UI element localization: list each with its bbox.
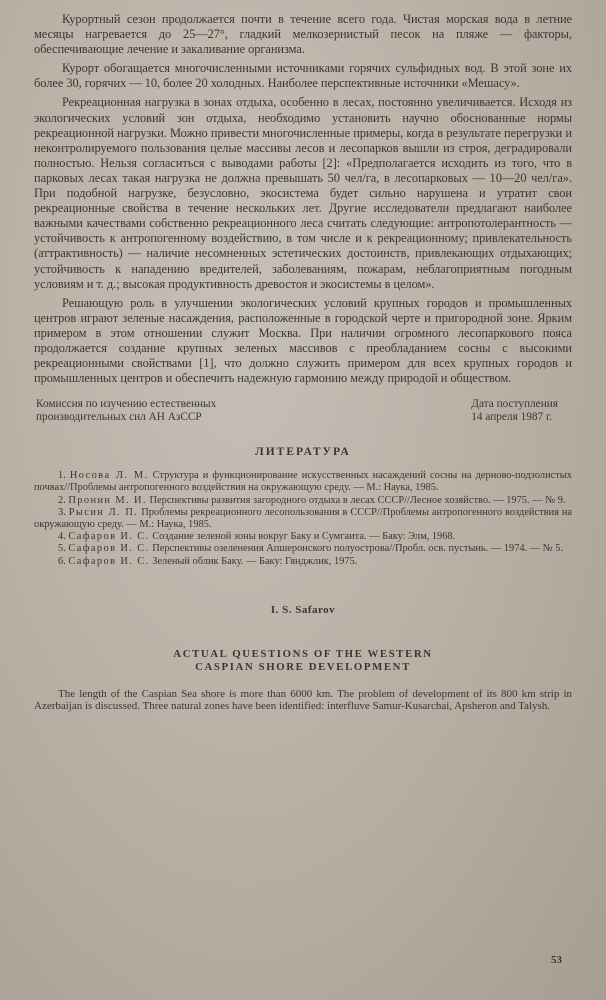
reference-text: Зеленый облик Баку. — Баку: Гянджлик, 1975.	[152, 555, 358, 567]
reference-item	[34, 556, 572, 568]
institution-line-2: производительных сил АН АзССР	[36, 411, 202, 424]
english-author: I. S. Safarov	[270, 603, 336, 616]
article-body	[34, 12, 572, 386]
reference-item	[34, 507, 572, 531]
article-signature	[34, 398, 572, 424]
page-number: 53	[551, 954, 562, 966]
reference-item	[34, 470, 572, 494]
english-abstract: The length of the Caspian Sea shore is more than 6000 km. The problem of development of its 800 km strip in Azerbaijan is discussed. Three natural zones have been identified: interfluve Samur-Kusarchai, Apsheron and Talysh.	[34, 687, 572, 713]
reference-text: Проблемы рекреационного лесопользования в СССР//Проблемы антропогенного воздействия на окружающую среду. — М.: Наука, 1985.	[34, 506, 572, 531]
reference-item	[34, 495, 572, 507]
paragraph-green-plantings: Решающую роль в улучшении экологических условий крупных городов и промышленных центров играют зеленые насаждения, расположенные в городской черте и пригородной зоне. Ярким примером в этом отношении служит Москва. При наличии огромного лесопаркового пояса продолжается создание крупных зеленых массивов с преобладанием сосны с высокими рекреационными свойствами [1], что должно служить примером для всех крупных городов и промышленных центров и обеспечить надежную гармонию между природой и обществом.	[34, 295, 572, 386]
paragraph-recreational-load: Рекреационная нагрузка в зонах отдыха, особенно в лесах, постоянно увеличивается. Исходя из экологических условий зон отдыха, необходимо установить научно обоснованные нормы рекреационной нагрузки. Можно привести многочисленные примеры, когда в результате перегрузки и неконтролируемого пользования целые массивы лесов и лесопарков вышли из строя, деградировали полностью. Нельзя согласиться с выводами работы [2]: «Предполагается исходить из того, что в парковых лесах такая нагрузка не должна превышать 50 чел/га, в лесопарковых — 10—20 чел/га». При подобной нагрузке, безусловно, экосистема будет сильно нарушена и утратит свои рекреационные свойства в течение нескольких лет. Другие исследователи предлагают наиболее важными качествами собственно рекреационного леса считать следующие: антропотолерантность — устойчивость к антропогенному воздействию, в том числе и к рекреационному; привлекательность (аттрактивность) — наличие несомненных эстетических достоинств, привлекающих отдыхающих; устойчивость к нападению вредителей, заболеваниям, пожарам, неблагоприятным погодным условиям и т. д.; высокая продуктивность древостоя и экосистемы в целом».	[34, 95, 572, 291]
reference-author: Пронин М. И.	[68, 494, 147, 506]
reference-author: Рысин Л. П.	[68, 506, 139, 518]
institution-line-1: Комиссия по изучению естественных	[36, 398, 217, 411]
reference-number: 4.	[58, 531, 66, 543]
received-label: Дата поступления	[471, 398, 558, 411]
english-title-line-2: CASPIAN SHORE DEVELOPMENT	[195, 660, 411, 673]
reference-list	[34, 470, 572, 568]
paragraph-sulfide-springs: Курорт обогащается многочисленными источниками горячих сульфидных вод. В этой зоне их более 30, горячих — 10, более 20 холодных. Наиболее перспективные источники «Мешасу».	[34, 61, 572, 91]
reference-text: Перспективы озеленения Апшеронского полуострова//Пробл. осв. пустынь. — 1974. — № 5.	[152, 543, 564, 555]
reference-number: 1.	[58, 470, 66, 482]
english-title	[34, 648, 572, 674]
literature-heading: ЛИТЕРАТУРА	[255, 446, 351, 459]
reference-number: 6.	[58, 555, 66, 567]
reference-number: 5.	[58, 543, 66, 555]
english-title-line-1: ACTUAL QUESTIONS OF THE WESTERN	[173, 647, 433, 660]
reference-author: Носова Л. М.	[69, 470, 149, 482]
reference-text: Перспективы развития загородного отдыха в лесах СССР//Лесное хозяйство. — 1975. — № 9.	[149, 494, 566, 506]
reference-author: Сафаров И. С.	[68, 543, 150, 555]
reference-item	[34, 531, 572, 543]
reference-number: 3.	[58, 506, 66, 518]
reference-text: Структура и функционирование искусственных насаждений сосны на дерново-подзолистых почвах//Проблемы антропогенного воздействия на окружающую среду. — М.: Наука, 1985.	[34, 470, 572, 494]
reference-author: Сафаров И. С.	[68, 531, 150, 543]
institution-block	[34, 398, 216, 424]
reference-number: 2.	[58, 494, 66, 506]
received-date-block	[471, 398, 572, 424]
reference-text: Создание зеленой зоны вокруг Баку и Сумгаита. — Баку: Элм, 1968.	[152, 531, 456, 543]
paragraph-resort-season: Курортный сезон продолжается почти в течение всего года. Чистая морская вода в летние месяцы нагревается до 25—27°, гладкий мелкозернистый песок на пляже — факторы, обеспечивающие лечение и закаливание организма.	[34, 12, 572, 57]
received-date: 14 апреля 1987 г.	[471, 411, 553, 424]
reference-author: Сафаров И. С.	[68, 555, 150, 567]
reference-item	[34, 543, 572, 555]
